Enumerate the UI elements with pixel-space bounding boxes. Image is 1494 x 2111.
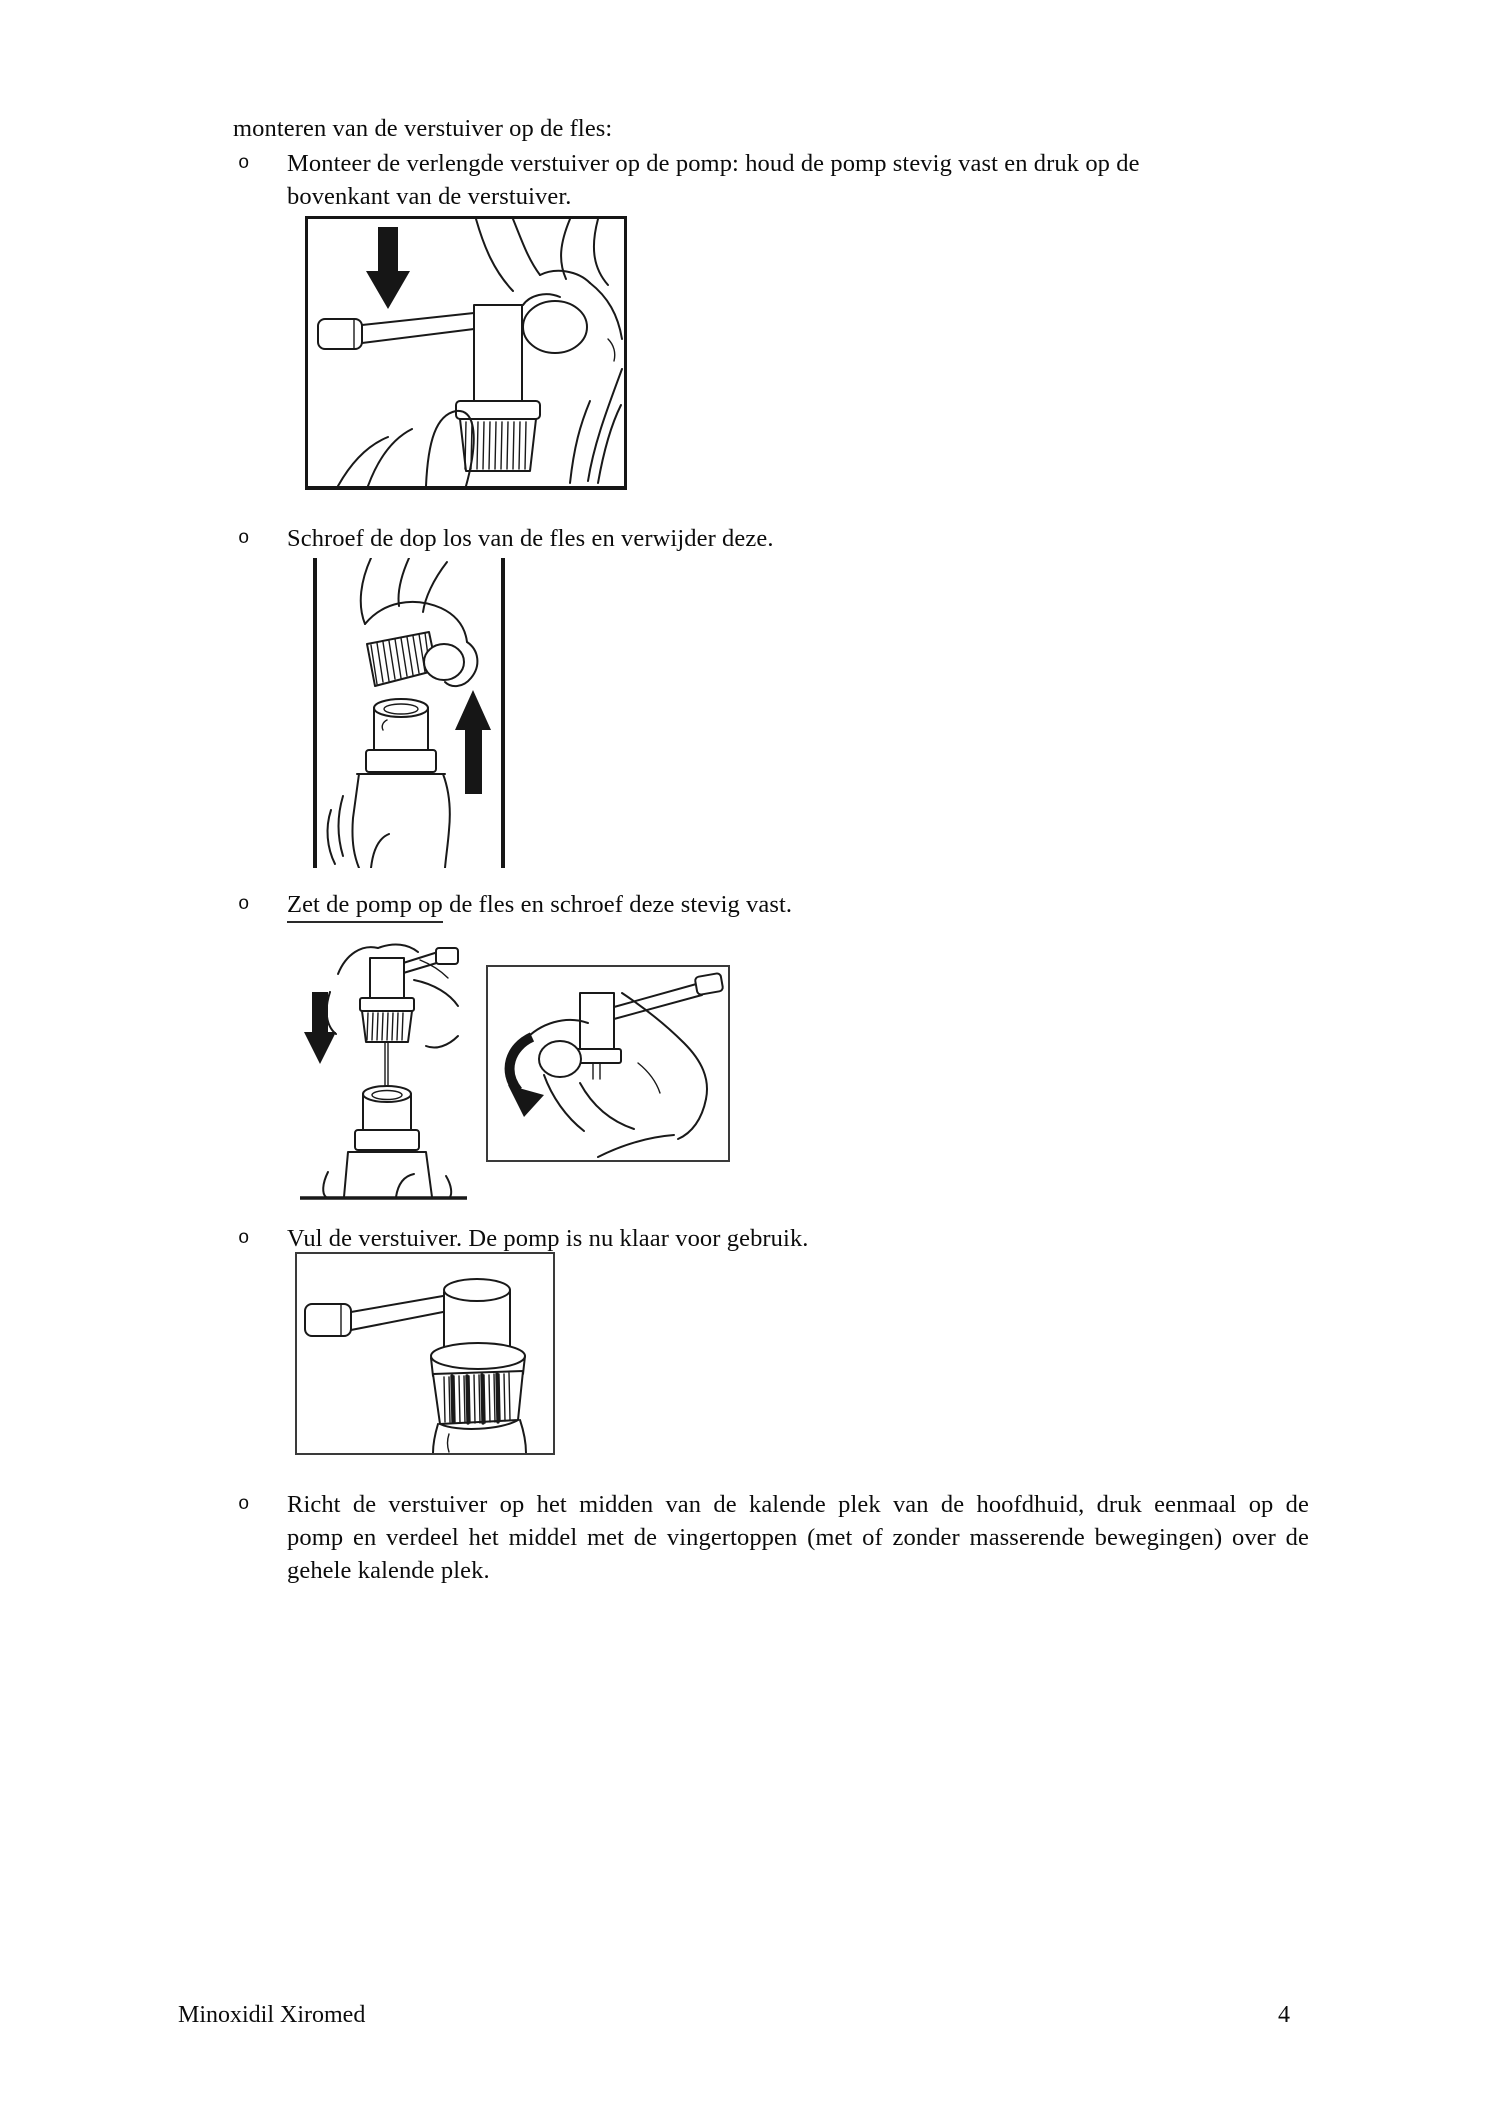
bullet-marker: o [238,152,250,174]
step-2-line-1: Schroef de dop los van de fles en verwijder deze. [287,525,774,552]
up-arrow-icon [455,690,491,794]
rotate-arrow-icon [508,1037,544,1117]
step-3-line-1 [287,888,792,921]
figure-screw-pump-tight [486,965,730,1162]
step-5-line-2: pomp en verdeel het middel met de vingertoppen (met of zonder masserende bewegingen) over de [287,1524,1309,1551]
step-4-line-1: Vul de verstuiver. De pomp is nu klaar voor gebruik. [287,1225,809,1252]
step-1-line-1: Monteer de verlengde verstuiver op de pomp: houd de pomp stevig vast en druk op de [287,150,1140,177]
bullet-marker: o [238,1493,250,1515]
figure-unscrew-cap [313,558,505,868]
place-pump-illustration [300,940,467,1200]
step-2-text [287,522,774,555]
down-arrow-icon [366,227,410,309]
step-3-text [287,888,792,921]
footer-document-name: Minoxidil Xiromed [178,2002,366,2028]
step-4-text [287,1222,809,1255]
bullet-marker: o [238,1227,250,1249]
step-5-line-3: gehele kalende plek. [287,1557,490,1584]
step-5-line-1: Richt de verstuiver op het midden van de kalende plek van de hoofdhuid, druk eenmaal op de [287,1491,1309,1518]
assembled-sprayer-illustration [297,1254,553,1453]
unscrew-cap-illustration [313,558,505,868]
step-3-tail: de fles en schroef deze stevig vast. [449,891,793,918]
screw-pump-illustration [488,967,728,1160]
step-5-text [287,1488,1309,1587]
figure-place-pump-on-bottle [300,940,467,1200]
press-sprayer-illustration [308,219,624,486]
intro-line: monteren van de verstuiver op de fles: [233,115,613,142]
figure-assembled-sprayer [295,1252,555,1455]
step-1-line-2: bovenkant van de verstuiver. [287,183,572,210]
step-1-text [287,147,1140,213]
figure-press-sprayer-onto-pump [305,216,627,490]
step-3-underlined-segment: Zet de pomp op [287,891,443,923]
bullet-marker: o [238,893,250,915]
bullet-marker: o [238,527,250,549]
footer-page-number: 4 [1278,2002,1290,2028]
